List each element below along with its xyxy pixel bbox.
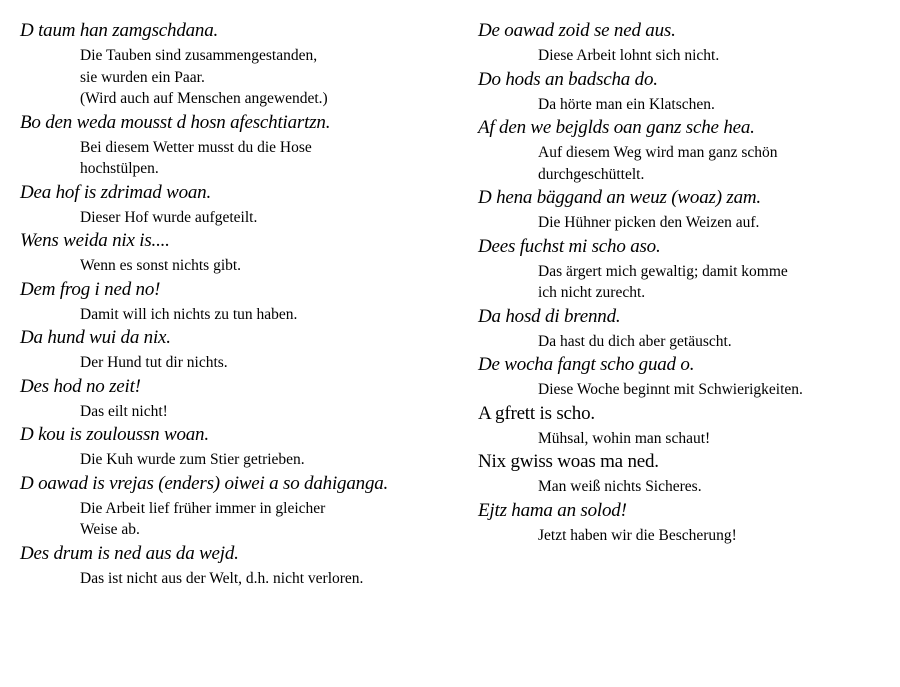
saying-entry	[478, 186, 896, 235]
german-translation: Der Hund tut dir nichts.	[80, 354, 228, 371]
dialect-phrase: Des drum is ned aus da wejd.	[20, 542, 239, 564]
dialect-phrase: Da hosd di brennd.	[478, 305, 621, 327]
saying-entry	[20, 542, 450, 591]
dialect-phrase: Dem frog i ned no!	[20, 278, 161, 300]
dialect-phrase: Bo den weda mousst d hosn afeschtiartzn.	[20, 111, 331, 133]
german-translation: Das ärgert mich gewaltig; damit komme ich nicht zurecht.	[538, 262, 788, 301]
dialect-phrase: Nix gwiss woas ma ned.	[478, 451, 659, 472]
saying-entry	[20, 111, 450, 181]
left-column	[20, 19, 450, 590]
dialect-phrase: Da hund wui da nix.	[20, 327, 171, 348]
dialect-phrase: Dees fuchst mi scho aso.	[478, 235, 661, 257]
saying-entry	[478, 305, 896, 354]
german-translation: Man weiß nichts Sicheres.	[538, 478, 702, 495]
german-translation: Das ist nicht aus der Welt, d.h. nicht verloren.	[80, 569, 364, 587]
dialect-phrase: D kou is zouloussn woan.	[20, 424, 209, 445]
german-translation: Jetzt haben wir die Bescherung!	[538, 526, 737, 544]
dialect-phrase: Do hods an badscha do.	[478, 68, 658, 90]
german-translation: Die Hühner picken den Weizen auf.	[538, 214, 760, 231]
saying-entry	[478, 450, 896, 499]
saying-entry	[20, 229, 450, 278]
german-translation: Auf diesem Weg wird man ganz schön durchgeschüttelt.	[538, 144, 778, 183]
german-translation: Die Tauben sind zusammengestanden, sie wurden ein Paar. (Wird auch auf Menschen angewendet.)	[80, 47, 328, 107]
dialect-phrase: Dea hof is zdrimad woan.	[20, 181, 212, 203]
dialect-phrase: A gfrett is scho.	[478, 402, 595, 424]
german-translation: Mühsal, wohin man schaut!	[538, 429, 711, 447]
dialect-phrase: Wens weida nix is....	[20, 230, 170, 251]
saying-entry	[20, 326, 450, 375]
saying-entry	[20, 278, 450, 327]
saying-entry	[478, 353, 896, 402]
dialect-phrase: D oawad is vrejas (enders) oiwei a so dahiganga.	[20, 472, 389, 494]
saying-entry	[20, 181, 450, 230]
dialect-phrase: D hena bäggand an weuz (woaz) zam.	[478, 187, 761, 208]
german-translation: Die Kuh wurde zum Stier getrieben.	[80, 451, 305, 468]
german-translation: Die Arbeit lief früher immer in gleicher Weise ab.	[80, 499, 326, 538]
saying-entry	[478, 402, 896, 451]
saying-entry	[20, 375, 450, 424]
dialect-phrase: Af den we bejglds oan ganz sche hea.	[478, 117, 755, 138]
dialect-phrase: De wocha fangt scho guad o.	[478, 354, 695, 375]
german-translation: Da hörte man ein Klatschen.	[538, 95, 715, 113]
saying-entry	[478, 116, 896, 186]
saying-entry	[20, 423, 450, 472]
saying-entry	[478, 19, 896, 68]
saying-entry	[20, 472, 450, 542]
german-translation: Damit will ich nichts zu tun haben.	[80, 305, 298, 323]
dialect-phrase: Des hod no zeit!	[20, 375, 141, 397]
saying-entry	[478, 68, 896, 117]
saying-entry	[478, 499, 896, 548]
saying-entry	[20, 19, 450, 111]
german-translation: Dieser Hof wurde aufgeteilt.	[80, 208, 258, 226]
german-translation: Bei diesem Wetter musst du die Hose hochstülpen.	[80, 138, 312, 177]
german-translation: Wenn es sonst nichts gibt.	[80, 257, 242, 274]
dialect-phrase: D taum han zamgschdana.	[20, 20, 219, 41]
german-translation: Diese Arbeit lohnt sich nicht.	[538, 47, 720, 64]
dialect-phrase: De oawad zoid se ned aus.	[478, 20, 676, 41]
german-translation: Da hast du dich aber getäuscht.	[538, 332, 732, 350]
dialect-phrase: Ejtz hama an solod!	[478, 499, 627, 521]
saying-entry	[478, 235, 896, 305]
right-column	[478, 19, 896, 547]
german-translation: Diese Woche beginnt mit Schwierigkeiten.	[538, 381, 803, 398]
german-translation: Das eilt nicht!	[80, 402, 168, 420]
